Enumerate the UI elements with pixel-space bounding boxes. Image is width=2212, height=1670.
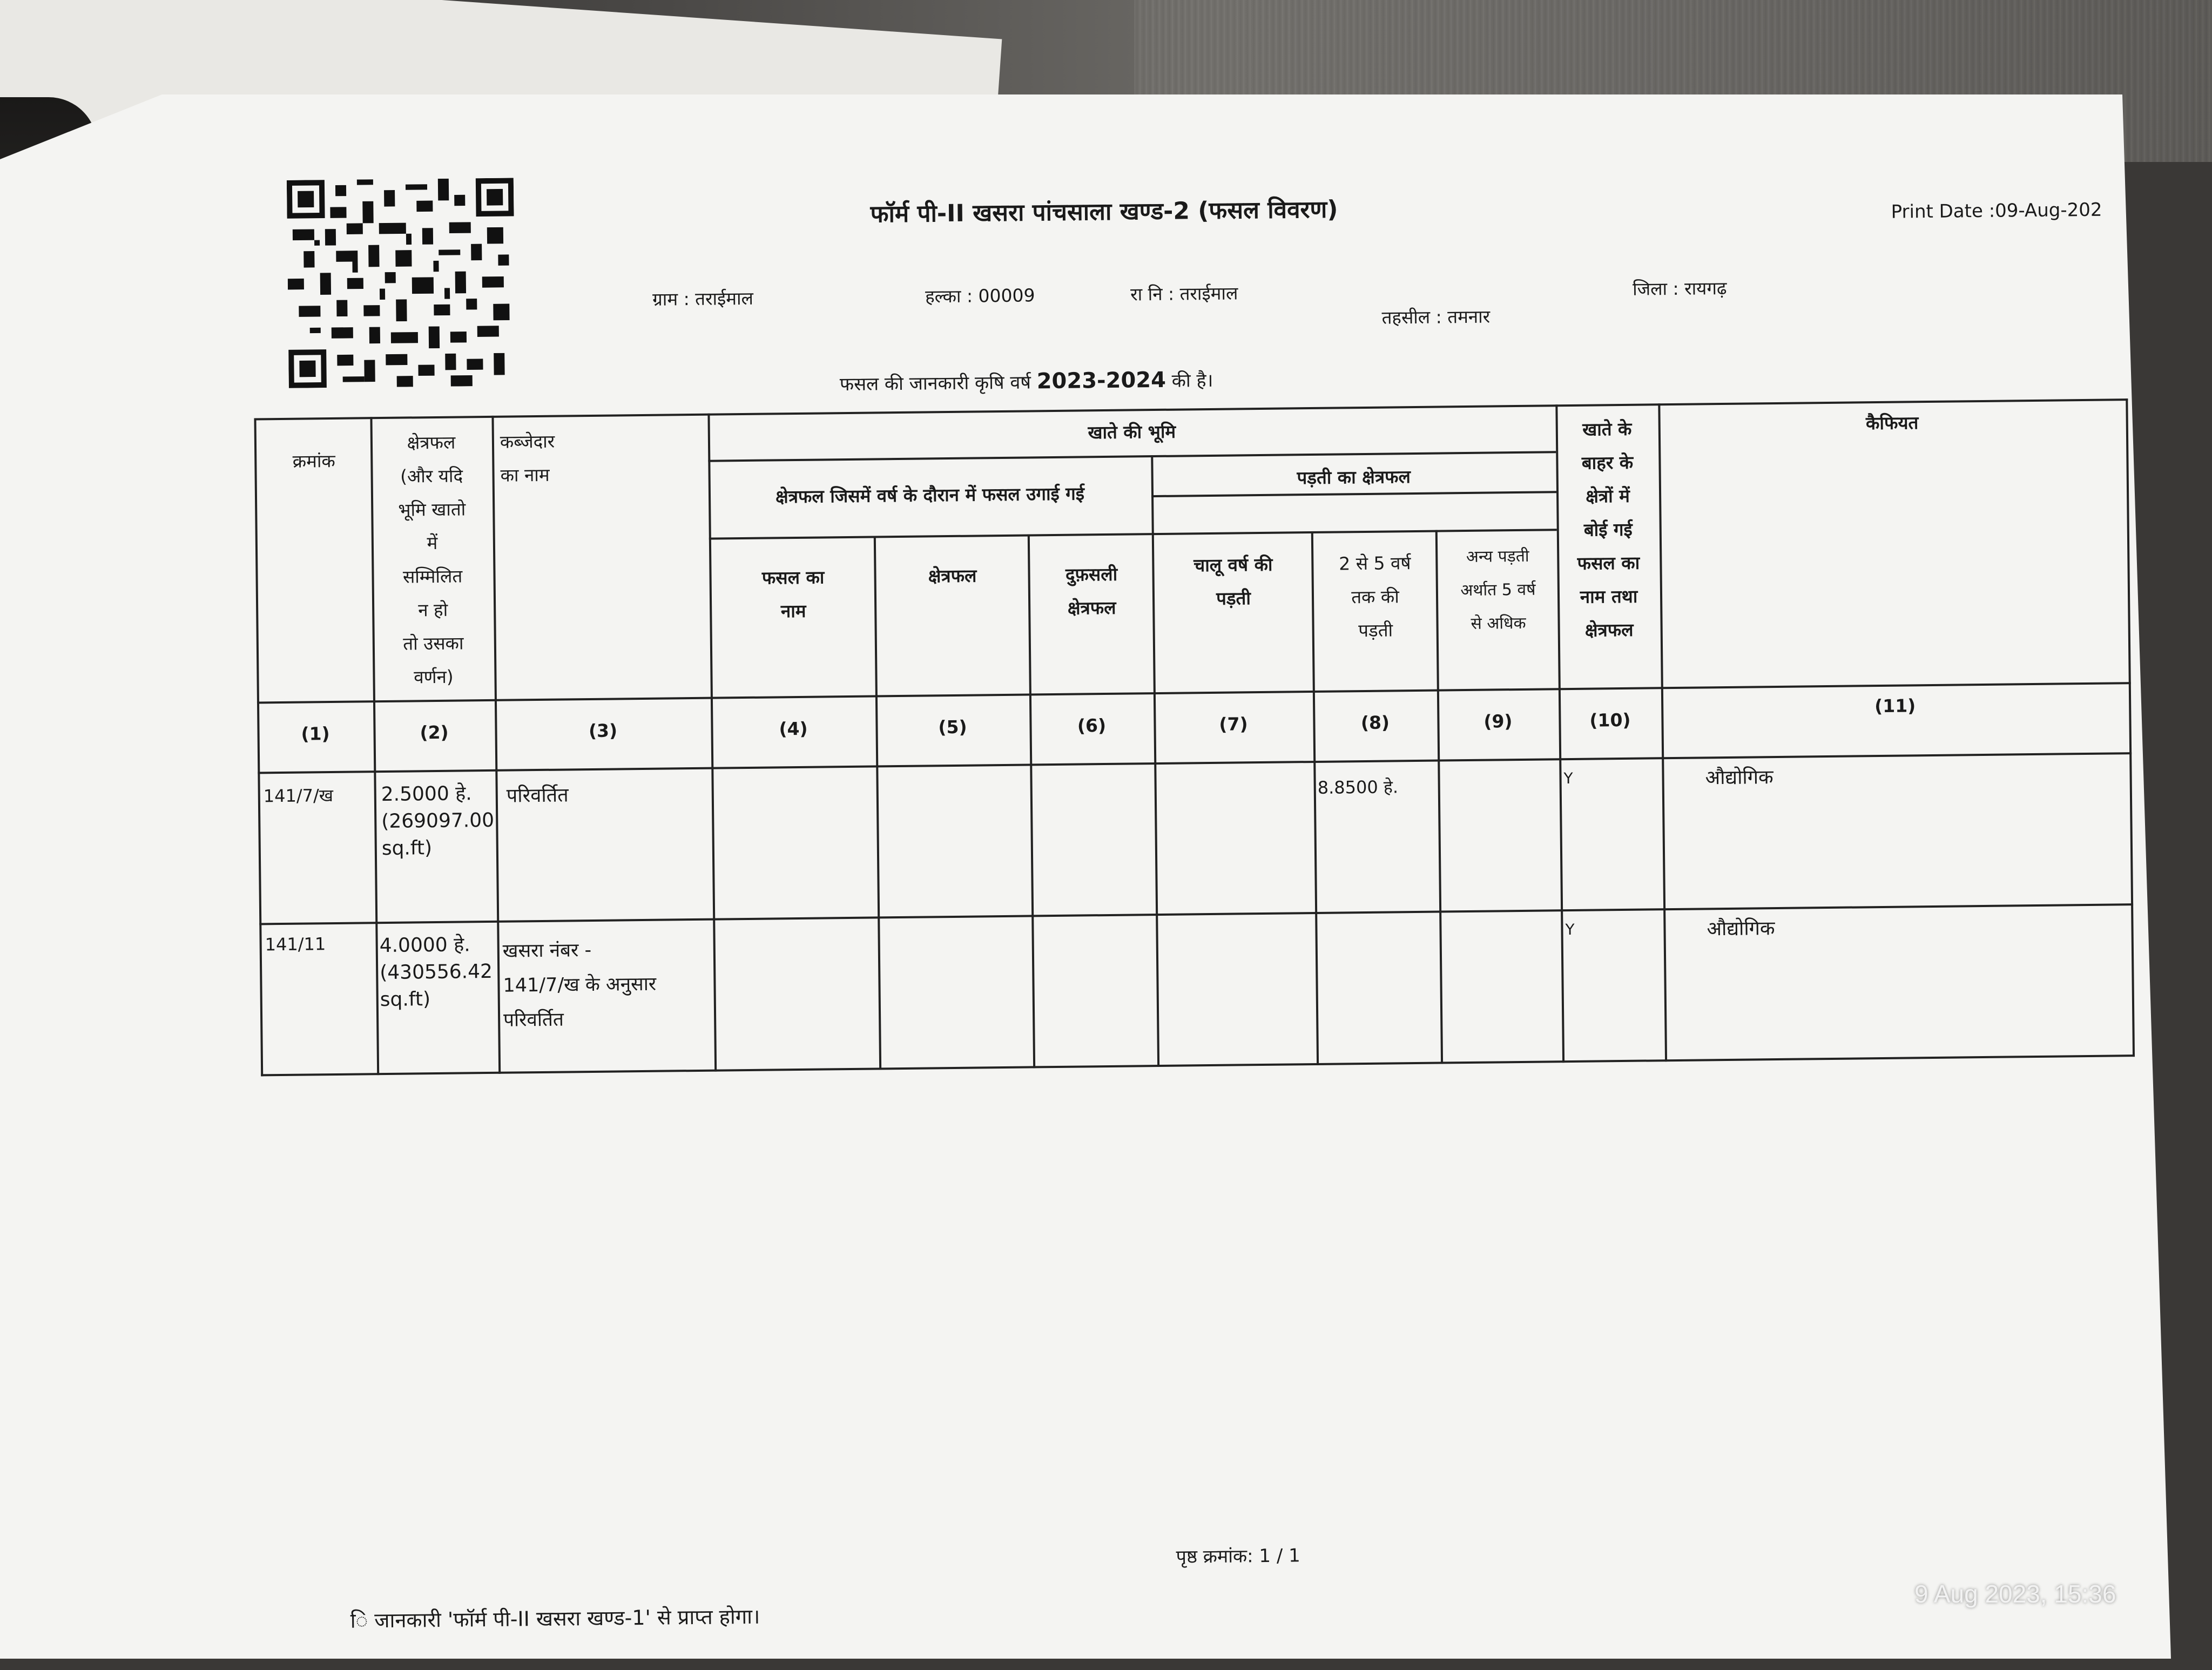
col-number: (9) xyxy=(1483,711,1513,732)
crop-info-prefix: फसल की जानकारी कृषि वर्ष xyxy=(839,371,1031,396)
table-row-2-bahar: Y xyxy=(1565,920,1575,939)
header-2-5-padti: 2 से 5 वर्ष तक की पड़ती xyxy=(1339,552,1411,641)
table-row-2-kabjedar: खसरा नंबर - 141/7/ख के अनुसार परिवर्तित xyxy=(502,939,657,1031)
header-dufasli: दुफ़सली क्षेत्रफल xyxy=(1065,563,1118,619)
col-number: (6) xyxy=(1077,715,1107,736)
crop-year: 2023-2024 xyxy=(1036,367,1166,394)
col-number: (11) xyxy=(1874,695,1916,717)
col-number: (1) xyxy=(301,723,330,745)
table-row-1-padti: 8.8500 हे. xyxy=(1317,776,1399,798)
page-number: पृष्ठ क्रमांक: 1 / 1 xyxy=(1176,1545,1300,1568)
header-padti-group: पड़ती का क्षेत्रफल xyxy=(1297,466,1411,489)
col-number: (7) xyxy=(1219,713,1248,735)
table-row-1-bahar: Y xyxy=(1563,769,1573,788)
table-row-1-kaifiyat: औद्योगिक xyxy=(1705,766,1773,789)
col-number: (3) xyxy=(588,720,618,742)
crop-year-line xyxy=(840,367,1213,396)
header-anya-padti: अन्य पड़ती अर्थात 5 वर्ष से अधिक xyxy=(1460,546,1536,633)
form-title: फॉर्म पी-II खसरा पांचसाला खण्ड-2 (फसल विवरण) xyxy=(870,195,1338,228)
photo-timestamp: 9 Aug 2023, 15:36 xyxy=(1914,1580,2116,1608)
col-number: (2) xyxy=(420,721,449,743)
crop-info-suffix: की है। xyxy=(1171,369,1213,392)
header-crop-area-group: क्षेत्रफल जिसमें वर्ष के दौरान में फसल उगाई गई xyxy=(775,483,1085,508)
table-row-1-area: 2.5000 हे. (269097.00 sq.ft) xyxy=(381,782,495,860)
footer-note: ि जानकारी 'फॉर्म पी-II खसरा खण्ड-1' से प्राप्त होगा। xyxy=(350,1604,760,1633)
col-number: (10) xyxy=(1589,709,1631,731)
halka-label: हल्का : 00009 xyxy=(925,285,1035,307)
header-area: क्षेत्रफल xyxy=(928,565,977,587)
header-bahar-ki-fasal: खाते के बाहर के क्षेत्रों में बोई गई फसल का नाम तथा क्षेत्रफल xyxy=(1577,418,1640,641)
header-chalu-padti: चालू वर्ष की पड़ती xyxy=(1193,553,1273,609)
ri-label: रा नि : तराईमाल xyxy=(1130,282,1238,305)
col-number: (8) xyxy=(1360,712,1390,734)
qr-code-icon xyxy=(287,178,516,388)
header-kshetrafal: क्षेत्रफल (और यदि भूमि खातो में सम्मिलित न हो तो उसका वर्णन) xyxy=(398,431,466,688)
crop-table xyxy=(254,398,2135,1077)
col-number: (5) xyxy=(938,716,967,738)
table-row-1-kramank: 141/7/ख xyxy=(263,785,334,807)
table-row-2-kramank: 141/11 xyxy=(265,934,326,955)
table-row-1-kabjedar: परिवर्तित xyxy=(506,784,569,807)
header-fasal-naam: फसल का नाम xyxy=(761,566,825,622)
header-kramank: क्रमांक xyxy=(292,450,335,472)
table-row-2-area: 4.0000 हे. (430556.42 sq.ft) xyxy=(379,934,493,1011)
district-label: जिला : रायगढ़ xyxy=(1632,277,1727,300)
print-date: Print Date :09-Aug-202 xyxy=(1891,199,2102,223)
village-label: ग्राम : तराईमाल xyxy=(652,287,754,310)
header-khate-ki-bhumi: खाते की भूमि xyxy=(1088,421,1176,443)
header-kaifiyat: कैफियत xyxy=(1865,412,1919,434)
tehsil-label: तहसील : तमनार xyxy=(1381,306,1491,328)
col-number: (4) xyxy=(779,718,808,740)
header-kabjedar: कब्जेदार का नाम xyxy=(500,430,555,486)
table-row-2-kaifiyat: औद्योगिक xyxy=(1707,917,1775,941)
